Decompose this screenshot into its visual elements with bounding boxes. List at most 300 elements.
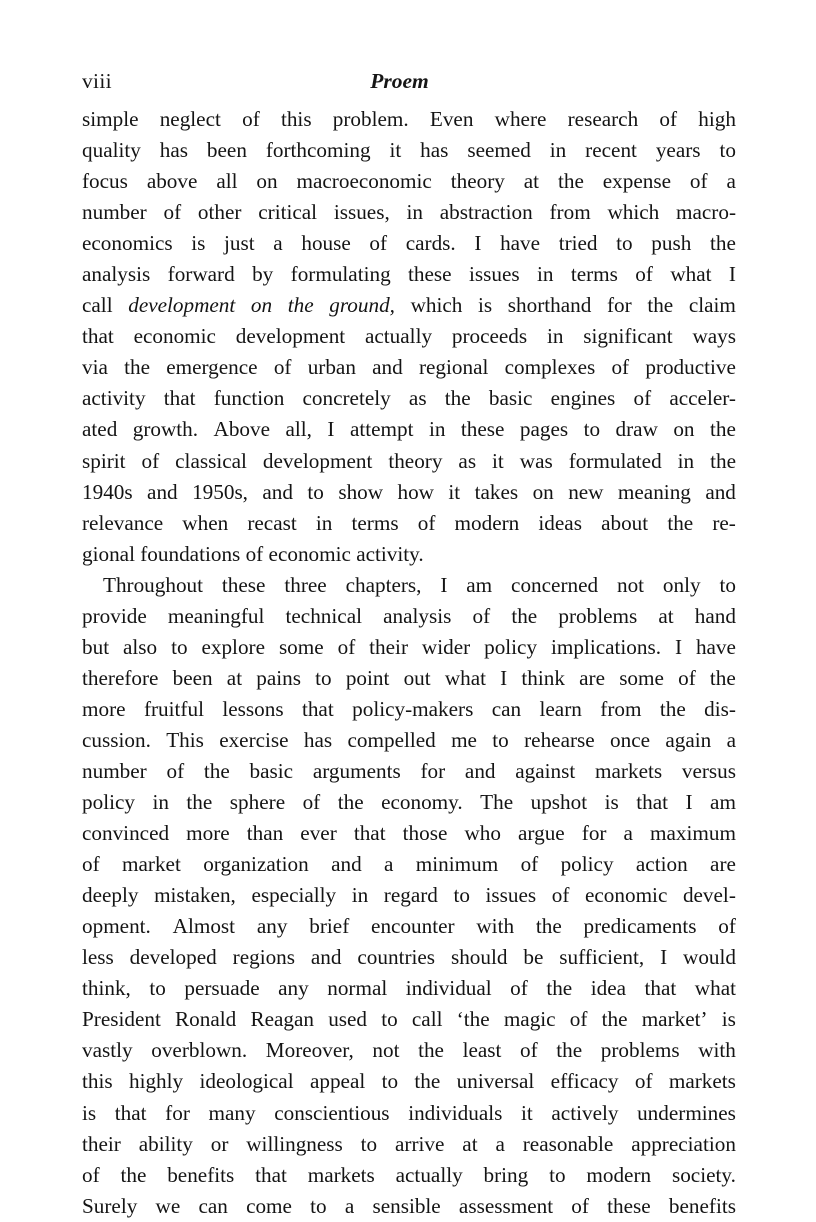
- text-word: I: [440, 572, 448, 597]
- text-word: policy-makers: [352, 696, 474, 721]
- text-word: when: [182, 510, 229, 535]
- text-word: these: [607, 1193, 651, 1218]
- text-word: am: [710, 790, 736, 815]
- text-word: appeal: [309, 1069, 366, 1094]
- text-word: The: [480, 790, 514, 815]
- text-word: and: [464, 758, 496, 783]
- text-word: the: [709, 231, 736, 256]
- text-word: once: [610, 727, 651, 752]
- text-word: analysis: [82, 262, 151, 287]
- text-word: the: [535, 914, 562, 939]
- text-word: more: [82, 696, 126, 721]
- text-word: many: [208, 1100, 256, 1125]
- text-word: recast: [247, 510, 297, 535]
- text-word: policy: [560, 852, 614, 877]
- text-word: as: [458, 448, 477, 473]
- text-word: from: [600, 696, 642, 721]
- text-word: This: [166, 727, 204, 752]
- text-word: what: [694, 976, 736, 1001]
- text-word: to: [310, 1193, 327, 1218]
- text-word: is: [478, 293, 493, 318]
- text-word: is: [191, 231, 206, 256]
- text-word: of: [551, 883, 570, 908]
- text-word: problems: [600, 1038, 680, 1063]
- text-word: at: [462, 1131, 478, 1156]
- text-word: attempt: [349, 417, 414, 442]
- text-word: ideas: [538, 510, 582, 535]
- text-word: function: [213, 386, 285, 411]
- text-word: to: [453, 883, 470, 908]
- text-word: devel-: [682, 883, 736, 908]
- text-word: appreciation: [631, 1131, 736, 1156]
- text-word: have: [695, 634, 736, 659]
- text-word: implications.: [550, 634, 662, 659]
- text-word: conscientious: [274, 1100, 390, 1125]
- text-word: proceeds: [451, 324, 528, 349]
- text-word: efficacy: [550, 1069, 619, 1094]
- text-word: forward: [167, 262, 235, 287]
- text-word: just: [224, 231, 255, 256]
- text-word: the: [287, 293, 314, 318]
- text-word: brief: [309, 914, 350, 939]
- text-word: maximum: [650, 821, 736, 846]
- text-word: actually: [395, 1162, 463, 1187]
- text-word: mistaken,: [154, 883, 236, 908]
- text-word: can: [491, 696, 522, 721]
- text-word: but: [82, 634, 110, 659]
- text-word: the: [647, 293, 674, 318]
- text-word: overblown.: [151, 1038, 248, 1063]
- text-word: only: [662, 572, 701, 597]
- text-word: universal: [456, 1069, 535, 1094]
- text-line: [82, 973, 736, 1004]
- text-word: the: [556, 1038, 583, 1063]
- text-word: explore: [201, 634, 266, 659]
- text-word: rehearse: [524, 727, 595, 752]
- text-line: [82, 694, 736, 725]
- text-word: a: [344, 1193, 355, 1218]
- text-word: as: [408, 386, 427, 411]
- text-word: the: [414, 1069, 441, 1094]
- text-word: by: [252, 262, 274, 287]
- text-word: simple: [82, 107, 139, 131]
- text-word: am: [466, 572, 493, 597]
- text-word: of: [369, 231, 388, 256]
- text-word: sufficient,: [559, 945, 645, 970]
- text-word: all,: [285, 417, 312, 442]
- text-word: those: [402, 821, 448, 846]
- text-word: that: [301, 696, 334, 721]
- text-word: the: [659, 696, 686, 721]
- text-word: what: [670, 262, 712, 287]
- text-word: the: [667, 510, 694, 535]
- text-line: [82, 849, 736, 880]
- text-word: learn: [539, 696, 582, 721]
- text-word: problem.: [332, 107, 409, 131]
- text-word: should: [450, 945, 508, 970]
- text-word: sphere: [229, 790, 286, 815]
- text-word: out: [403, 665, 431, 690]
- text-word: policy: [484, 634, 538, 659]
- text-word: critical: [258, 200, 318, 225]
- text-line: [82, 414, 736, 445]
- text-word: formulating: [290, 262, 391, 287]
- text-word: be: [523, 945, 544, 970]
- text-word: than: [246, 821, 284, 846]
- text-word: Above: [213, 417, 271, 442]
- text-word: the: [557, 169, 584, 194]
- text-word: urban: [307, 355, 356, 380]
- text-word: least: [462, 1038, 502, 1063]
- text-word: are: [710, 852, 736, 877]
- text-word: a: [273, 231, 283, 256]
- text-word: the: [601, 1007, 628, 1032]
- text-word: ability: [138, 1131, 193, 1156]
- text-word: that: [163, 386, 196, 411]
- text-word: hand: [694, 603, 736, 628]
- text-word: it: [520, 1100, 533, 1125]
- text-word: in: [351, 883, 369, 908]
- text-word: expense: [602, 169, 672, 194]
- text-word: of: [82, 852, 100, 877]
- text-word: a: [623, 821, 633, 846]
- text-word: been: [206, 138, 247, 163]
- text-word: more: [186, 821, 230, 846]
- text-word: to: [719, 138, 736, 163]
- text-word: call: [411, 1007, 443, 1032]
- text-word: on: [250, 293, 273, 318]
- text-word: to: [315, 665, 332, 690]
- text-word: of: [634, 1069, 653, 1094]
- text-word: benefits: [167, 1162, 235, 1187]
- text-word: call: [82, 293, 113, 318]
- text-word: at: [226, 665, 243, 690]
- text-line: [82, 1066, 736, 1097]
- text-word: at: [523, 169, 540, 194]
- text-word: for: [581, 821, 607, 846]
- text-word: that: [255, 1162, 287, 1187]
- text-word: abstraction: [439, 200, 533, 225]
- text-word: to: [549, 1162, 566, 1187]
- text-word: provide: [82, 603, 147, 628]
- text-word: again: [665, 727, 712, 752]
- text-word: issues: [485, 883, 537, 908]
- text-word: to: [583, 417, 601, 442]
- text-word: undermines: [637, 1100, 736, 1125]
- text-word: I: [660, 945, 668, 970]
- text-word: focus: [82, 169, 128, 194]
- text-word: activity: [82, 386, 146, 411]
- text-word: it: [389, 138, 402, 163]
- text-word: of: [337, 634, 356, 659]
- text-word: meaning: [617, 479, 691, 504]
- text-word: this: [82, 1069, 113, 1094]
- text-line: [82, 166, 736, 197]
- text-word: this: [280, 107, 312, 131]
- text-word: Surely: [82, 1193, 138, 1218]
- text-line: [82, 787, 736, 818]
- text-word: 1950s,: [192, 479, 248, 504]
- text-line: [82, 663, 736, 694]
- text-word: some: [278, 634, 324, 659]
- text-word: bring: [483, 1162, 529, 1187]
- text-word: three: [284, 572, 327, 597]
- text-word: actually: [364, 324, 433, 349]
- text-word: basic: [488, 386, 533, 411]
- text-word: claim: [688, 293, 736, 318]
- text-word: arrive: [395, 1131, 445, 1156]
- text-word: of: [510, 976, 528, 1001]
- text-word: highly: [128, 1069, 184, 1094]
- text-word: in: [406, 200, 423, 225]
- text-word: these: [460, 417, 505, 442]
- text-word: regions: [232, 945, 296, 970]
- text-word: classical: [175, 448, 247, 473]
- text-word: how: [397, 479, 434, 504]
- text-word: in: [536, 262, 554, 287]
- text-word: that: [636, 790, 669, 815]
- text-line: [82, 1129, 736, 1160]
- text-word: Even: [429, 107, 474, 131]
- text-word: point: [345, 665, 390, 690]
- text-word: come: [246, 1193, 292, 1218]
- text-word: of: [242, 107, 260, 131]
- text-word: macro-: [676, 200, 736, 225]
- text-word: from: [549, 200, 591, 225]
- text-word: the: [337, 790, 364, 815]
- text-word: therefore: [82, 665, 159, 690]
- text-word: regard: [383, 883, 438, 908]
- text-word: I: [674, 634, 683, 659]
- text-word: markets: [668, 1069, 736, 1094]
- text-word: the: [124, 355, 150, 380]
- text-word: predicaments: [583, 914, 697, 939]
- text-word: convinced: [82, 821, 170, 846]
- text-word: development: [262, 448, 373, 473]
- body-text: [82, 104, 736, 1222]
- text-word: for: [420, 758, 446, 783]
- text-word: of: [611, 355, 630, 380]
- text-word: takes: [474, 479, 519, 504]
- text-word: I: [500, 665, 508, 690]
- text-word: I: [728, 262, 736, 287]
- text-word: regional: [418, 355, 489, 380]
- text-word: about: [601, 510, 649, 535]
- text-word: chapters,: [345, 572, 422, 597]
- text-word: these: [221, 572, 266, 597]
- text-line: [82, 880, 736, 911]
- text-word: would: [683, 945, 736, 970]
- text-line: [82, 1191, 736, 1222]
- text-word: theory: [388, 448, 443, 473]
- text-line: [82, 570, 736, 601]
- text-word: on: [532, 479, 554, 504]
- text-word: wider: [421, 634, 471, 659]
- text-word: individuals: [408, 1100, 503, 1125]
- text-word: modern: [586, 1162, 652, 1187]
- text-word: have: [500, 231, 541, 256]
- text-word: 1940s: [82, 479, 133, 504]
- text-line: [82, 1035, 736, 1066]
- text-word: tried: [558, 231, 598, 256]
- text-word: which: [410, 293, 463, 318]
- text-word: arguments: [312, 758, 401, 783]
- text-word: with: [476, 914, 515, 939]
- text-word: in: [549, 138, 567, 163]
- text-word: also: [123, 634, 158, 659]
- text-line: [82, 197, 736, 228]
- text-word: Ronald: [175, 1007, 237, 1032]
- text-word: of: [633, 386, 652, 411]
- running-head-title: Proem: [370, 69, 429, 93]
- text-word: concretely: [302, 386, 391, 411]
- text-word: spirit: [82, 448, 126, 473]
- text-word: the: [709, 417, 736, 442]
- text-word: Throughout: [103, 572, 204, 597]
- text-word: economic: [584, 883, 668, 908]
- text-word: the: [710, 448, 736, 473]
- text-word: analysis: [383, 603, 452, 628]
- text-word: has: [159, 138, 189, 163]
- text-word: is: [604, 790, 619, 815]
- text-word: economy.: [381, 790, 463, 815]
- text-word: of: [520, 1038, 538, 1063]
- text-word: research: [567, 107, 639, 131]
- text-line: [82, 290, 736, 321]
- text-word: Reagan: [250, 1007, 314, 1032]
- text-word: theory: [450, 169, 505, 194]
- text-word: with: [698, 1038, 736, 1063]
- text-word: for: [165, 1100, 190, 1125]
- text-word: ideological: [199, 1069, 294, 1094]
- text-word: we: [155, 1193, 181, 1218]
- text-word: re-: [712, 510, 736, 535]
- text-word: and: [372, 355, 403, 380]
- text-word: of: [417, 510, 436, 535]
- text-word: above: [146, 169, 198, 194]
- text-word: formulated: [568, 448, 662, 473]
- text-word: these: [408, 262, 452, 287]
- text-word: I: [327, 417, 335, 442]
- text-word: magic: [503, 1007, 556, 1032]
- text-word: basic: [249, 758, 294, 783]
- text-line: [82, 1098, 736, 1129]
- text-word: all: [216, 169, 238, 194]
- text-word: to: [616, 231, 633, 256]
- text-word: pains: [256, 665, 301, 690]
- text-word: the: [546, 976, 573, 1001]
- text-word: society.: [671, 1162, 736, 1187]
- text-word: organization: [203, 852, 309, 877]
- text-word: of: [273, 355, 292, 380]
- text-word: a: [384, 852, 394, 877]
- text-word: of: [689, 169, 708, 194]
- text-word: issues: [468, 262, 520, 287]
- text-word: growth.: [132, 417, 199, 442]
- text-word: of: [571, 1193, 589, 1218]
- text-word: that: [114, 1100, 147, 1125]
- text-word: benefits: [668, 1193, 736, 1218]
- text-word: number: [82, 758, 147, 783]
- text-word: show: [338, 479, 384, 504]
- text-word: me: [451, 727, 477, 752]
- text-line: [82, 601, 736, 632]
- text-word: development: [235, 324, 346, 349]
- text-word: encounter: [371, 914, 455, 939]
- text-word: emergence: [166, 355, 258, 380]
- text-word: modern: [454, 510, 520, 535]
- text-word: recent: [585, 138, 637, 163]
- text-word: other: [197, 200, 242, 225]
- text-line: [82, 446, 736, 477]
- page-number: viii: [82, 69, 112, 93]
- text-line: [82, 632, 736, 663]
- text-line: [82, 1160, 736, 1191]
- text-word: persuade: [184, 976, 260, 1001]
- text-word: that: [82, 324, 114, 349]
- text-word: of: [678, 665, 696, 690]
- text-word: policy: [82, 790, 135, 815]
- text-word: quality: [82, 138, 141, 163]
- text-word: action: [635, 852, 688, 877]
- text-word: via: [82, 355, 108, 380]
- text-word: normal: [327, 976, 388, 1001]
- text-word: of: [302, 790, 321, 815]
- text-word: meaningful: [167, 603, 265, 628]
- text-word: on: [673, 417, 695, 442]
- text-word: relevance: [82, 510, 164, 535]
- text-word: push: [651, 231, 692, 256]
- text-word: years: [655, 138, 701, 163]
- text-word: to: [307, 479, 324, 504]
- text-word: on: [256, 169, 278, 194]
- text-word: ated: [82, 417, 118, 442]
- text-word: terms: [351, 510, 399, 535]
- text-line: [82, 228, 736, 259]
- text-word: high: [698, 107, 736, 131]
- text-word: of: [635, 262, 653, 287]
- text-word: not: [616, 572, 645, 597]
- text-word: a: [726, 727, 736, 752]
- text-word: and: [310, 945, 342, 970]
- text-word: of: [82, 1162, 100, 1187]
- text-word: ways: [692, 324, 736, 349]
- text-word: are: [579, 665, 606, 690]
- text-word: can: [198, 1193, 228, 1218]
- text-word: problems: [558, 603, 638, 628]
- text-word: and: [262, 479, 293, 504]
- text-word: markets: [307, 1162, 375, 1187]
- text-word: it: [492, 448, 504, 473]
- text-line: [82, 911, 736, 942]
- text-word: the: [418, 1038, 444, 1063]
- text-word: technical: [285, 603, 362, 628]
- text-word: that: [644, 976, 677, 1001]
- text-word: has: [420, 138, 449, 163]
- text-line: gional foundations of economic activity.: [82, 541, 424, 566]
- text-word: new: [568, 479, 604, 504]
- text-word: deeply: [82, 883, 139, 908]
- text-line: [82, 321, 736, 352]
- text-line: [82, 135, 736, 166]
- text-word: the: [120, 1162, 147, 1187]
- text-word: in: [152, 790, 169, 815]
- text-word: the: [203, 758, 230, 783]
- text-word: dis-: [704, 696, 736, 721]
- text-word: ground,: [329, 293, 395, 318]
- text-line: [82, 725, 736, 756]
- text-word: Moreover,: [265, 1038, 354, 1063]
